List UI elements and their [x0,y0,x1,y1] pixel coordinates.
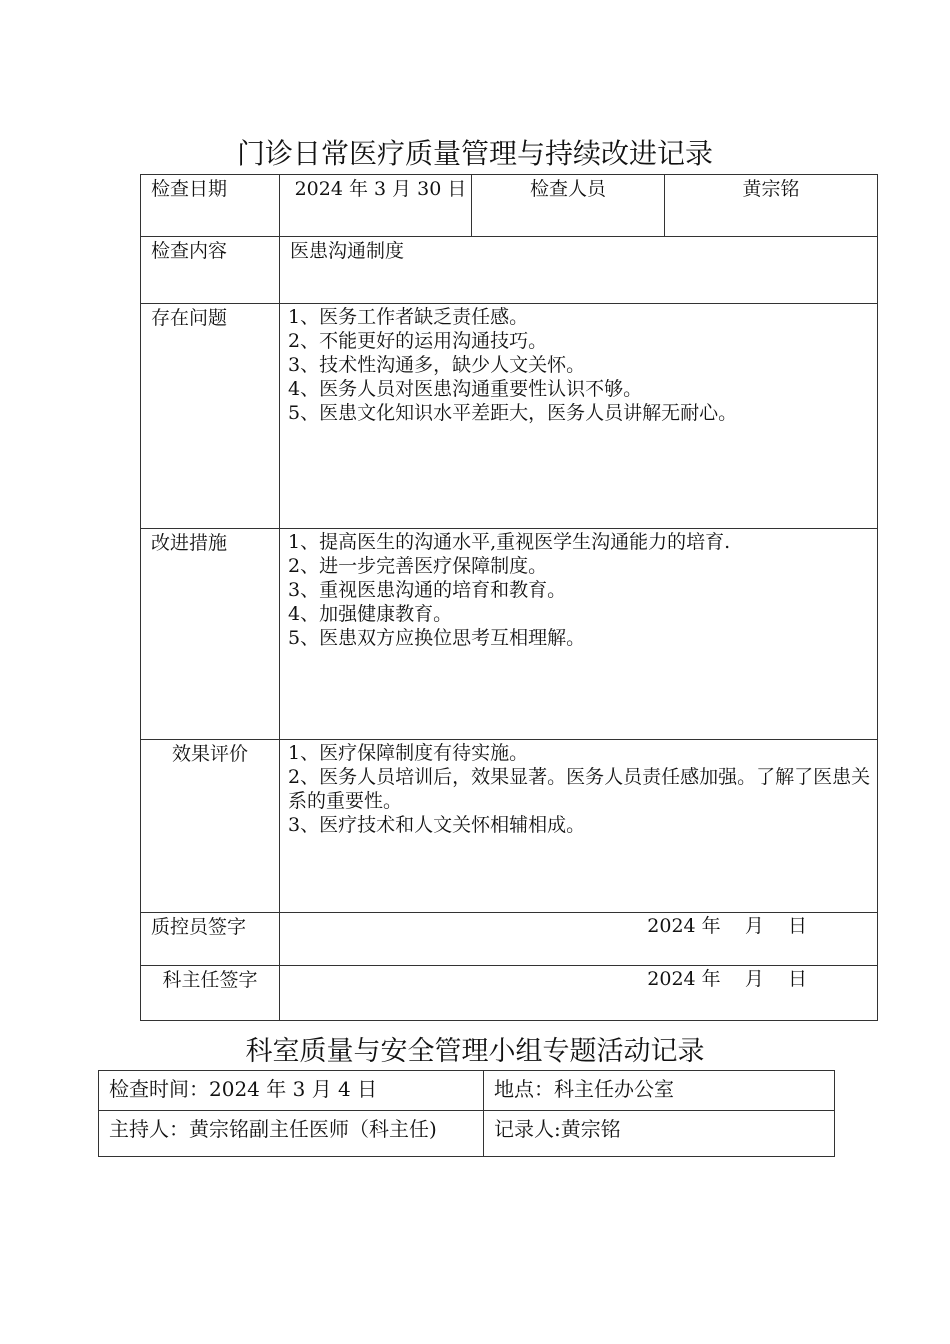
activity-recorder: 记录人:黄宗铭 [484,1111,835,1157]
list-item: 1、医疗保障制度有待实施。 [288,742,529,764]
list-item: 1、提高医生的沟通水平,重视医学生沟通能力的培育. [288,531,731,553]
qc-sign-date: 2024 年 月 日 [280,913,878,966]
director-sign-date: 2024 年 月 日 [280,966,878,1021]
list-item: 3、重视医患沟通的培育和教育。 [288,579,567,601]
director-sign-label: 科主任签字 [141,966,280,1021]
list-item: 4、医务人员对医患沟通重要性认识不够。 [288,378,643,400]
measures-list [280,529,878,740]
activity-time: 检查时间：2024 年 3 月 4 日 [99,1071,484,1111]
list-item: 3、技术性沟通多，缺少人文关怀。 [288,354,586,376]
list-item: 1、医务工作者缺乏责任感。 [288,306,529,328]
qc-sign-label: 质控员签字 [141,913,280,966]
list-item: 2、不能更好的运用沟通技巧。 [288,330,548,352]
check-date-value: 2024 年 3 月 30 日 [280,175,472,237]
list-item: 2、进一步完善医疗保障制度。 [288,555,548,577]
inspector-label: 检查人员 [472,175,665,237]
measures-label: 改进措施 [141,529,280,740]
activity-record-table [98,1070,835,1157]
list-item: 4、加强健康教育。 [288,603,453,625]
quality-record-table [140,174,878,1021]
list-item: 5、医患文化知识水平差距大，医务人员讲解无耐心。 [288,402,738,424]
content-label: 检查内容 [141,237,280,304]
content-value: 医患沟通制度 [280,237,878,304]
problems-list [280,304,878,529]
list-item: 5、医患双方应换位思考互相理解。 [288,627,586,649]
evaluation-list [280,740,878,913]
activity-location: 地点：科主任办公室 [484,1071,835,1111]
list-item: 2、医务人员培训后，效果显著。医务人员责任感加强。了解了医患关系的重要性。 [288,766,871,812]
check-date-label: 检查日期 [141,175,280,237]
activity-title: 科室质量与安全管理小组专题活动记录 [245,1036,705,1067]
inspector-value: 黄宗铭 [665,175,878,237]
evaluation-label: 效果评价 [141,740,280,913]
list-item: 3、医疗技术和人文关怀相辅相成。 [288,814,586,836]
problems-label: 存在问题 [141,304,280,529]
activity-host: 主持人：黄宗铭副主任医师（科主任) [99,1111,484,1157]
document-title: 门诊日常医疗质量管理与持续改进记录 [236,137,713,170]
